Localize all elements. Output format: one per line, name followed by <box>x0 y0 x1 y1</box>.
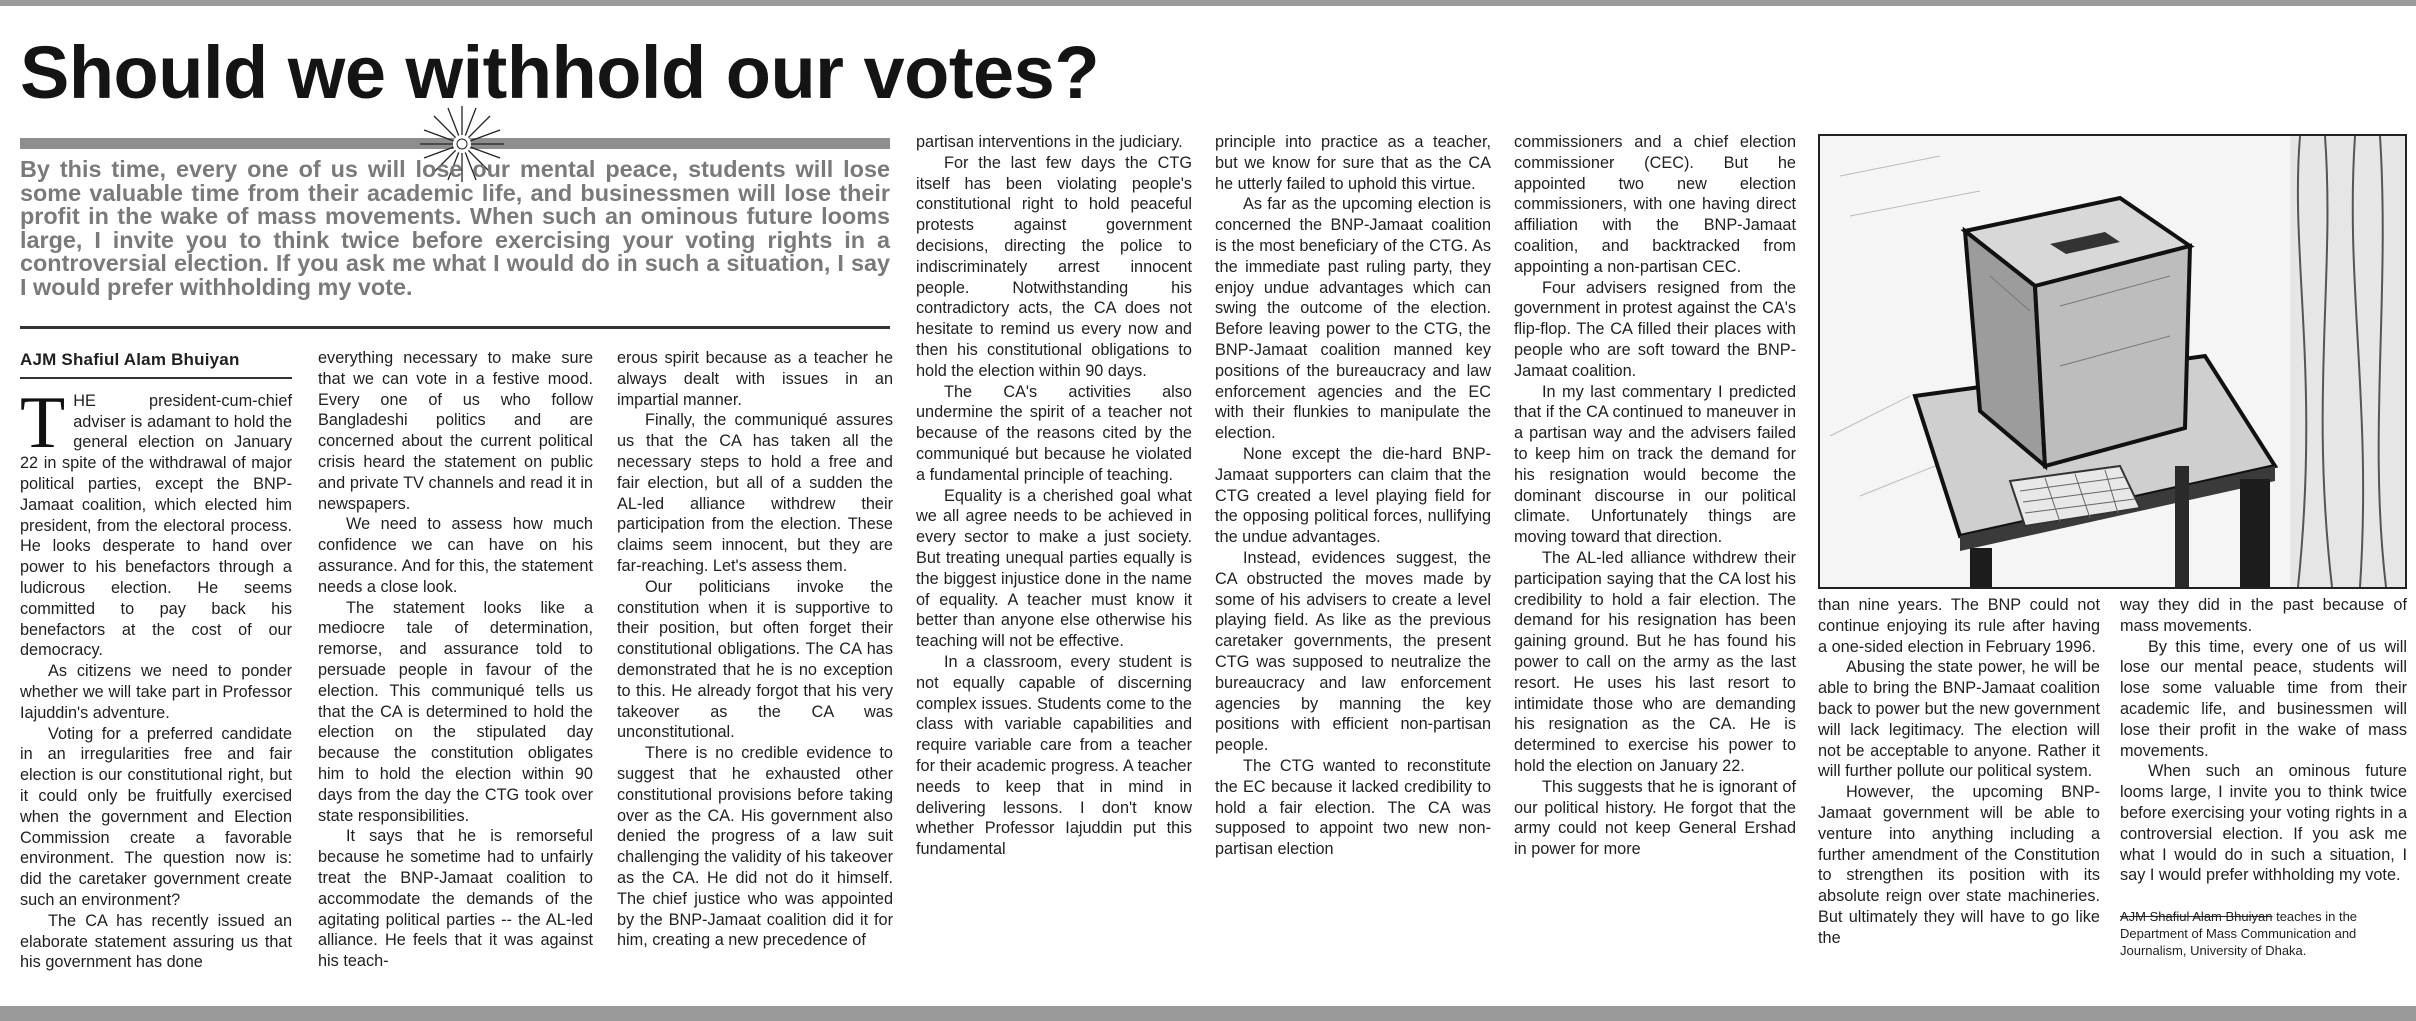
drop-cap: T <box>20 381 66 464</box>
paragraph: HE president-cum-chief adviser is adamant to hold the general election on January 22 in spite of the withdrawal of major political parties, except the BNP-Jamaat coalition, which elected him president, from the electoral process. He looks desperate to hand over power to his benefactors through a ludicrous election. He seems committed to pay back his benefactors at the cost of our democracy. <box>20 391 292 660</box>
article-column-5 <box>1215 132 1491 860</box>
paragraph: By this time, every one of us will lose our mental peace, students will lose some valuable time from their academic life, and businessmen will lose their profit in the wake of mass movements. <box>2120 637 2407 760</box>
paragraph: The CA's activities also undermine the spirit of a teacher not because of the reasons cited by the communiqué but because he violated a fundamental principle of teaching. <box>916 382 1192 484</box>
paragraph: Abusing the state power, he will be able to bring the BNP-Jamaat coalition back to power but the new government will lack legitimacy. The election will not be acceptable to anyone. Rather it will further pollute our political system. <box>1818 658 2100 781</box>
paragraph: For the last few days the CTG itself has been violating people's constitutional right to hold peaceful protests against government decisions, directing the police to indiscriminately arrest innocent people. Notwithstanding his contradictory acts, the CA does not hesitate to remind us every now and then his constitutional obligations to hold the election within 90 days. <box>916 153 1192 380</box>
paragraph: The CA has recently issued an elaborate statement assuring us that his government has done <box>20 911 292 972</box>
ballot-box-icon <box>1820 136 2405 587</box>
paragraph: The statement looks like a mediocre tale of determination, remorse, and assurance told to persuade people in favour of the election. This communiqué tells us that the CA is determined to hold the election on the stipulated day because the constitution obligates him to hold the election within 90 days from the day the CTG took over state responsibilities. <box>318 598 593 825</box>
paragraph: Instead, evidences suggest, the CA obstructed the moves made by some of his advisers to create a level playing field. As like as the previous caretaker governments, the present CTG was supposed to neutralize the bureaucracy and law enforcement agencies by manning the key positions with efficient non-partisan people. <box>1215 548 1491 755</box>
paragraph: Four advisers resigned from the government in protest against the CA's flip-flop. The CA filled their places with people who are soft toward the BNP-Jamaat coalition. <box>1514 278 1796 380</box>
paragraph: way they did in the past because of mass movements. <box>2120 596 2407 635</box>
ballot-box-illustration <box>1818 134 2407 589</box>
article-column-8 <box>2120 595 2407 959</box>
byline-name: AJM Shafiul Alam Bhuiyan <box>20 350 240 369</box>
paragraph: However, the upcoming BNP-Jamaat government will be able to venture into anything including a further amendment of the Constitution to strengthen its position with its absolute reign over state machineries. But ultimately they will have to go like the <box>1818 783 2100 947</box>
paragraph: None except the die-hard BNP-Jamaat supporters can claim that the CTG created a level playing field for the opposing political forces, nullifying the undue advantages. <box>1215 444 1491 547</box>
deck-underline <box>20 326 890 329</box>
paragraph: commissioners and a chief election commissioner (CEC). But he appointed two new election commissioners, with one having direct affiliation with the BNP-Jamaat coalition, and backtracked from appointing a non-partisan CEC. <box>1514 133 1796 276</box>
author-note-text: teaches in the Department of Mass Communication and Journalism, University of Dhaka. <box>2120 909 2358 959</box>
byline-rule <box>20 377 292 379</box>
paragraph: We need to assess how much confidence we can have on his assurance. And for this, the statement needs a close look. <box>318 515 593 596</box>
paragraph: Finally, the communiqué assures us that the CA has taken all the necessary steps to hold a free and fair election, but all of a sudden the AL-led alliance withdrew their participation from the election. These claims seem innocent, but they are far-reaching. Let's assess them. <box>617 411 893 575</box>
top-rule <box>0 0 2416 6</box>
paragraph: In my last commentary I predicted that if the CA continued to maneuver in a partisan way and the advisers failed to keep him on track the demand for his resignation would become the dominant discourse in our political climate. Unfortunately things are moving toward that direction. <box>1514 382 1796 547</box>
bottom-rule <box>0 1006 2416 1021</box>
paragraph: In a classroom, every student is not equally capable of discerning complex issues. Students come to the class with variable capabilities and require variable care from a teacher for their academic progress. A teacher needs to keep that in mind in delivering lessons. I don't know whether Professor Iajuddin put this fundamental <box>916 652 1192 859</box>
paragraph: erous spirit because as a teacher he always dealt with issues in an impartial manner. <box>617 349 893 409</box>
paragraph: There is no credible evidence to suggest that he exhausted other constitutional provisions before taking over as the CA. His government also denied the progress of a law suit challenging the validity of his takeover as the CA. He did not do it himself. The chief justice who was appointed by the BNP-Jamaat coalition did it for him, creating a new precedence of <box>617 744 893 950</box>
paragraph: Equality is a cherished goal what we all agree needs to be achieved in every sector to make a just society. But treating unequal parties equally is the biggest injustice done in the name of equality. A teacher must know it better than anyone else otherwise his teaching will not be effective. <box>916 486 1192 651</box>
paragraph: principle into practice as a teacher, but we know for sure that as the CA he utterly failed to uphold this virtue. <box>1215 133 1491 193</box>
paragraph: It says that he is remorseful because he sometime had to unfairly treat the BNP-Jamaat coalition to accommodate the demands of the agitating political parties -- the AL-led alliance. He feels that it was against his teach- <box>318 827 593 971</box>
paragraph: than nine years. The BNP could not continue enjoying its rule after having a one-sided election in February 1996. <box>1818 596 2100 656</box>
deck-summary: By this time, every one of us will lose our mental peace, students will lose some valuable time from their academic life, and businessmen will lose their profit in the wake of mass movements. When such an ominous future looms large, I invite you to think twice before exercising your voting rights in a controversial election. If you ask me what I would do in such a situation, I say I would prefer withholding my vote. <box>20 156 890 300</box>
paragraph: partisan interventions in the judiciary. <box>916 133 1183 151</box>
author-note <box>2120 908 2407 959</box>
paragraph: As far as the upcoming election is concerned the BNP-Jamaat coalition is the most beneficiary of the CTG. As the immediate past ruling party, they enjoy undue advantages which can swing the outcome of the election. Before leaving power to the CTG, the BNP-Jamaat coalition manned key positions of the bureaucracy and law enforcement agencies and the EC with their flunkies to manipulate the election. <box>1215 195 1491 443</box>
article-column-2 <box>318 348 593 972</box>
article-column-4 <box>916 132 1192 860</box>
author-note-name: AJM Shafiul Alam Bhuiyan <box>2120 909 2273 925</box>
paragraph: The AL-led alliance withdrew their participation saying that the CA lost his credibility to hold a fair election. The demand for his resignation has been gaining ground. But he has found his power to call on the army as the last resort. He uses his last resort to intimidate those who are demanding his resignation as the CA. He is determined to exercise his power to hold the election on January 22. <box>1514 548 1796 775</box>
article-column-3 <box>617 348 893 951</box>
paragraph: When such an ominous future looms large, I invite you to think twice before exercising your voting rights in a controversial election. If you ask me what I would do in such a situation, I say I would prefer withholding my vote. <box>2120 762 2407 885</box>
headline: Should we withhold our votes? <box>20 31 1100 114</box>
paragraph: This suggests that he is ignorant of our political history. He forgot that the army could not keep General Ershad in power for more <box>1514 777 1796 859</box>
paragraph: Voting for a preferred candidate in an irregularities free and fair election is our constitutional right, but it could only be fruitfully exercised when the government and Election Commission create a favorable environment. The question now is: did the caretaker government create such an environment? <box>20 724 292 909</box>
byline <box>20 350 292 371</box>
paragraph: everything necessary to make sure that we can vote in a festive mood. Every one of us who follow Bangladeshi politics and are concerned about the current political crisis heard the statement on public and private TV channels and read it in newspapers. <box>318 349 593 513</box>
article-column-6 <box>1514 132 1796 860</box>
article-column-1 <box>20 350 292 973</box>
paragraph: Our politicians invoke the constitution when it is supportive to their position, but often forget their constitutional obligations. The CA has demonstrated that he is no exception to this. He already forgot that his very takeover as the CA was unconstitutional. <box>617 577 893 742</box>
paragraph: As citizens we need to ponder whether we will take part in Professor Iajuddin's adventure. <box>20 662 292 722</box>
paragraph: The CTG wanted to reconstitute the EC because it lacked credibility to hold a fair election. The CA was supposed to appoint two new non-partisan election <box>1215 756 1491 859</box>
article-column-7 <box>1818 595 2100 949</box>
